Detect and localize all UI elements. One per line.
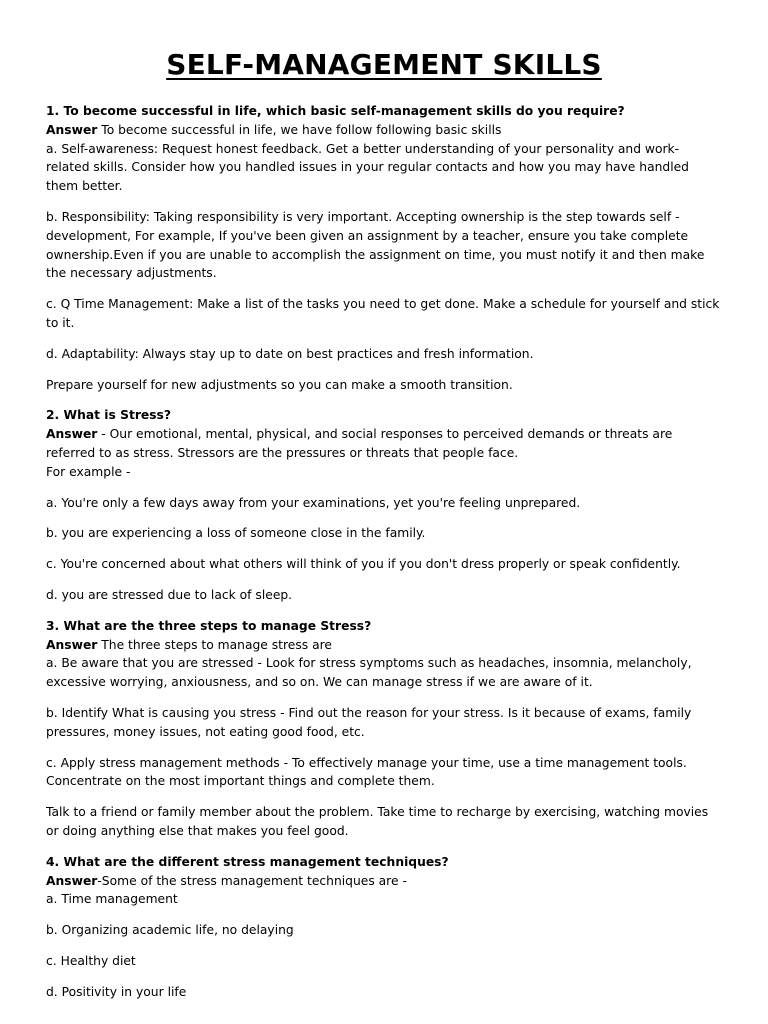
body-text: b. Responsibility: Taking responsibility is very important. Accepting ownership is the step towards self -development, For example, If you've been given an assignment by a teacher, ensure you take complete ownership.Even if you are unable to accomplish the assignment on time, you must notify it and then make the necessary adjustments. (46, 209, 705, 281)
body-text: Talk to a friend or family member about the problem. Take time to recharge by exercising, watching movies or doing anything else that makes you feel good. (46, 805, 709, 838)
body-text: b. Identify What is causing you stress - Find out the reason for your stress. Is it because of exams, family pressures, money issues, not eating good food, etc. (46, 705, 692, 739)
paragraph (46, 853, 722, 909)
paragraph (46, 754, 722, 792)
body-text: a. Be aware that you are stressed - Look for stress symptoms such as headaches, insomnia, melancholy, excessive worrying, anxiousness, and so on. We can manage stress if we are aware of it. (46, 656, 692, 690)
answer-text: - Our emotional, mental, physical, and social responses to perceived demands or threats are referred to as stress. Stressors are the pressures or threats that people face. (46, 427, 673, 460)
body-text: For example - (46, 464, 131, 479)
document-title: SELF-MANAGEMENT SKILLS (166, 48, 602, 81)
body-text: c. Healthy diet (46, 953, 136, 968)
paragraph (46, 494, 722, 513)
question-heading: 3. What are the three steps to manage Stress? (46, 618, 372, 633)
answer-line (46, 425, 722, 463)
document-body (46, 102, 722, 1001)
paragraph (46, 345, 722, 364)
body-text: d. Positivity in your life (46, 984, 187, 999)
paragraph (46, 983, 722, 1002)
paragraph (46, 102, 722, 196)
body-text: d. you are stressed due to lack of sleep. (46, 587, 293, 602)
paragraph (46, 555, 722, 574)
answer-label: Answer (46, 873, 98, 888)
body-text: a. You're only a few days away from your examinations, yet you're feeling unprepared. (46, 495, 581, 510)
answer-text: -Some of the stress management techniques are - (97, 873, 407, 888)
body-text: c. You're concerned about what others will think of you if you don't dress properly or speak confidently. (46, 557, 681, 572)
answer-line (46, 121, 722, 140)
body-text: a. Time management (46, 892, 178, 907)
body-text: Prepare yourself for new adjustments so you can make a smooth transition. (46, 377, 513, 392)
paragraph (46, 617, 722, 692)
question-heading: 4. What are the different stress management techniques? (46, 854, 449, 869)
paragraph (46, 208, 722, 283)
paragraph (46, 803, 722, 841)
answer-text: To become successful in life, we have follow following basic skills (97, 122, 502, 137)
answer-line (46, 872, 722, 891)
paragraph (46, 524, 722, 543)
question-heading: 2. What is Stress? (46, 408, 172, 423)
question-heading: 1. To become successful in life, which basic self-management skills do you require? (46, 104, 625, 118)
paragraph (46, 376, 722, 395)
body-text: b. Organizing academic life, no delaying (46, 923, 294, 938)
body-text: d. Adaptability: Always stay up to date on best practices and fresh information. (46, 346, 534, 361)
paragraph (46, 406, 722, 481)
paragraph (46, 921, 722, 940)
answer-label: Answer (46, 427, 98, 442)
answer-line (46, 636, 722, 655)
answer-text: The three steps to manage stress are (97, 637, 332, 652)
body-text: b. you are experiencing a loss of someone close in the family. (46, 526, 426, 541)
paragraph (46, 295, 722, 333)
paragraph (46, 952, 722, 971)
answer-label: Answer (46, 637, 98, 652)
body-text: a. Self-awareness: Request honest feedback. Get a better understanding of your personality and work-related skills. Consider how you handled issues in your regular contacts and how you may have handled them better. (46, 141, 689, 194)
paragraph (46, 704, 722, 742)
answer-label: Answer (46, 122, 98, 137)
body-text: c. Apply stress management methods - To effectively manage your time, use a time management tools. Concentrate on the most important things and complete them. (46, 755, 687, 789)
paragraph (46, 586, 722, 605)
body-text: c. Q Time Management: Make a list of the tasks you need to get done. Make a schedule for yourself and stick to it. (46, 297, 720, 330)
